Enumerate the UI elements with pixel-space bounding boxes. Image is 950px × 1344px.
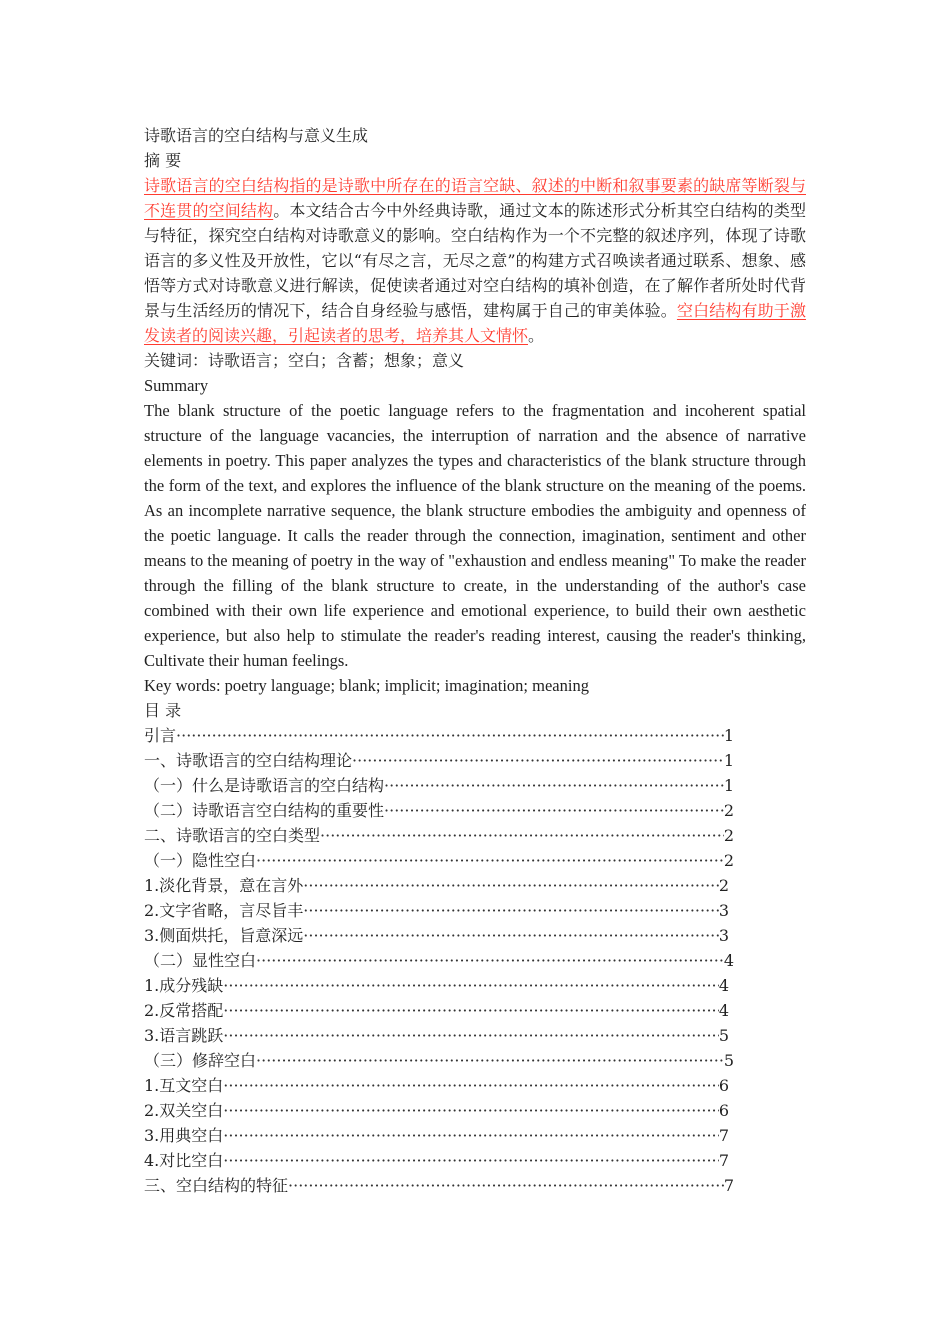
toc-entry[interactable]: 3.用典空白 ····· 7: [144, 1123, 729, 1148]
document-title: 诗歌语言的空白结构与意义生成: [144, 126, 369, 145]
abstract-highlight-2: 空白结构有助于激发读者的阅读兴趣，引起读者的思考，培养其人文情怀: [144, 301, 806, 345]
keywords-en: Key words: poetry language; blank; implicit; imagination; meaning: [144, 676, 589, 695]
toc-entry[interactable]: 一、诗歌语言的空白结构理论 ····· 1: [144, 748, 734, 773]
toc-leader: [223, 1148, 719, 1173]
toc-leader: [223, 1098, 719, 1123]
toc-entry[interactable]: （二）显性空白 ····· 4: [144, 948, 734, 973]
abstract-paragraph: [144, 173, 806, 348]
toc-leader: [256, 848, 724, 873]
summary-heading: Summary: [144, 376, 209, 395]
toc-leader: [352, 748, 724, 773]
abstract-end: 。: [528, 326, 545, 345]
toc-entry[interactable]: 3.语言跳跃 ····· 5: [144, 1023, 729, 1048]
toc-leader: [256, 948, 724, 973]
toc-entry[interactable]: 4.对比空白 ····· 7: [144, 1148, 729, 1173]
toc-leader: [303, 898, 719, 923]
document-page: [144, 123, 806, 1198]
toc-leader: [384, 773, 724, 798]
toc-leader: [223, 1023, 719, 1048]
toc-entry[interactable]: 二、诗歌语言的空白类型 ····· 2: [144, 823, 734, 848]
toc-leader: [320, 823, 724, 848]
toc-entry[interactable]: （一）隐性空白 ····· 2: [144, 848, 734, 873]
keywords-cn: 关键词：诗歌语言；空白；含蓄；想象；意义: [144, 351, 465, 370]
toc-leader: [223, 1073, 719, 1098]
toc-leader: [303, 923, 719, 948]
toc-entry[interactable]: （一）什么是诗歌语言的空白结构 ····· 1: [144, 773, 734, 798]
toc-leader: [256, 1048, 724, 1073]
toc-entry[interactable]: （二）诗歌语言空白结构的重要性 ····· 2: [144, 798, 734, 823]
toc-entry[interactable]: 2.双关空白 ····· 6: [144, 1098, 729, 1123]
abstract-body: 。本文结合古今中外经典诗歌，通过文本的陈述形式分析其空白结构的类型与特征，探究空白结构对诗歌意义的影响。空白结构作为一个不完整的叙述序列，体现了诗歌语言的多义性及开放性，它以“有尽之言，无尽之意”的构建方式召唤读者通过联系、想象、感悟等方式对诗歌意义进行解读，促使读者通过对空白结构的填补创造，在了解作者所处时代背景与生活经历的情况下，结合自身经验与感悟，建构属于自己的审美体验。: [144, 201, 806, 320]
abstract-highlight-1: 诗歌语言的空白结构指的是诗歌中所存在的语言空缺、叙述的中断和叙事要素的缺席等断裂与不连贯的空间结构: [144, 176, 806, 220]
summary-paragraph: The blank structure of the poetic language refers to the fragmentation and incoherent spatial structure of the language vacancies, the interruption of narration and the absence of narrative elements in poetry. This paper analyzes the types and characteristics of the blank structure through the form of the text, and explores the influence of the blank structure on the meaning of the poems. As an incomplete narrative sequence, the blank structure embodies the ambiguity and openness of the poetic language. It calls the reader through the connection, imagination, sentiment and other means to the meaning of poetry in the way of "exhaustion and endless meaning" To make the reader through the filling of the blank structure to create, in the understanding of the author's case combined with their own life experience and emotional experience, to build their own aesthetic experience, but also help to stimulate the reader's reading interest, causing the reader's thinking, Cultivate their human feelings.: [144, 401, 806, 670]
toc-leader: [303, 873, 719, 898]
toc-entry[interactable]: 1.互文空白 ····· 6: [144, 1073, 729, 1098]
toc-entry[interactable]: 1.淡化背景，意在言外 ····· 2: [144, 873, 729, 898]
toc-entry[interactable]: 引言 ····· 1: [144, 723, 734, 748]
abstract-heading: 摘 要: [144, 151, 182, 170]
toc-leader: [223, 1123, 719, 1148]
toc-entry[interactable]: 1.成分残缺 ····· 4: [144, 973, 729, 998]
toc-entry[interactable]: 2.反常搭配 ····· 4: [144, 998, 729, 1023]
table-of-contents: [144, 723, 806, 1198]
toc-entry[interactable]: 三、空白结构的特征 ····· 7: [144, 1173, 734, 1198]
toc-leader: [176, 723, 724, 748]
toc-heading: 目 录: [144, 701, 182, 720]
toc-entry[interactable]: 2.文字省略，言尽旨丰 ····· 3: [144, 898, 729, 923]
toc-entry[interactable]: （三）修辞空白 ····· 5: [144, 1048, 734, 1073]
toc-leader: [384, 798, 724, 823]
toc-entry[interactable]: 3.侧面烘托，旨意深远 ····· 3: [144, 923, 729, 948]
toc-leader: [223, 998, 719, 1023]
toc-leader: [288, 1173, 724, 1198]
toc-leader: [223, 973, 719, 998]
